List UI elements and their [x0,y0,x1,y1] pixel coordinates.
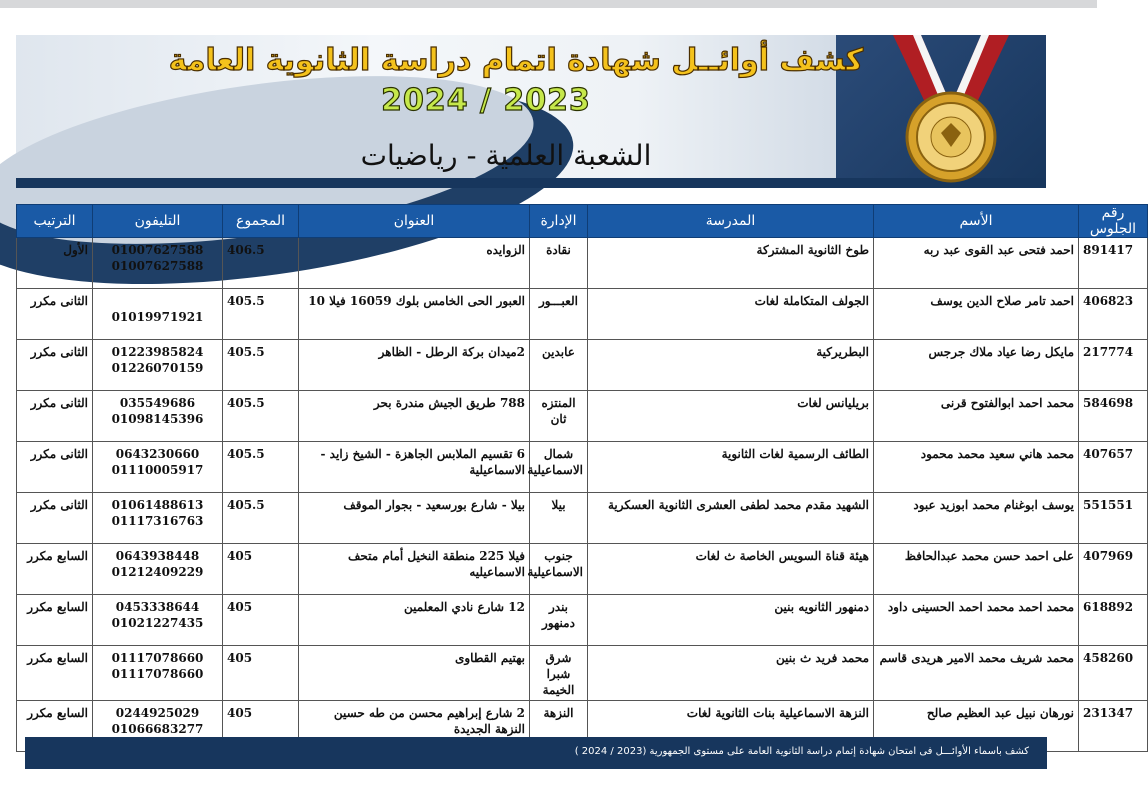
phone-number: 01117078660 [111,651,204,665]
phone-number: 0453338644 [115,600,200,614]
col-header-rank: الترتيب [17,205,93,238]
row-address: 2ميدان بركة الرطل - الظاهر [299,340,530,391]
phone-number: 0643230660 [115,447,200,461]
row-address: 6 تقسيم الملابس الجاهزة - الشيخ زايد - الاسماعيلية [299,442,530,493]
row-name: محمد احمد محمد احمد الحسينى داود [874,595,1079,646]
row-school: طوخ الثانوية المشتركة [588,238,874,289]
row-school: هيئة قناة السويس الخاصة ث لغات [588,544,874,595]
row-seat: 217774 [1079,340,1148,391]
row-name: مايكل رضا عياد ملاك جرجس [874,340,1079,391]
row-school: الجولف المتكاملة لغات [588,289,874,340]
row-rank: السابع مكرر [17,701,93,752]
row-phone [93,340,223,391]
row-school: محمد فريد ث بنين [588,646,874,701]
header-banner [16,35,1046,188]
phone-number: 01098145396 [111,412,204,426]
table-row [17,340,1148,391]
row-seat: 407657 [1079,442,1148,493]
row-total: 405 [223,646,299,701]
row-school: البطريركية [588,340,874,391]
row-phone [93,595,223,646]
phone-number: 01007627588 [111,243,204,257]
row-name: احمد تامر صلاح الدين يوسف [874,289,1079,340]
phone-number: 01061488613 [111,498,204,512]
row-name: على احمد حسن محمد عبدالحافظ [874,544,1079,595]
row-rank: الثانى مكرر [17,493,93,544]
row-address: 2 شارع إبراهيم محسن من طه حسين النزهة الجديدة [299,701,530,752]
row-admin: نقادة [530,238,588,289]
table-header-row [17,205,1148,238]
col-header-address: العنوان [299,205,530,238]
table-row [17,544,1148,595]
row-school: النزهة الاسماعيلية بنات الثانوية لغات [588,701,874,752]
phone-number: 01021227435 [111,616,204,630]
footer-band [25,737,1047,769]
row-rank: السابع مكرر [17,595,93,646]
phone-number: 01066683277 [111,722,204,736]
row-total: 405 [223,544,299,595]
title-main: كشف أوائــل شهادة اتمام دراسة الثانوية العامة [168,43,864,78]
row-rank: السابع مكرر [17,646,93,701]
phone-number: 035549686 [119,396,196,410]
row-address: فيلا 225 منطقة النخيل أمام متحف الاسماعيليه [299,544,530,595]
phone-number: 01226070159 [111,361,204,375]
row-rank: الثانى مكرر [17,391,93,442]
phone-number: 01223985824 [111,345,204,359]
row-admin: جنوب الاسماعيلية [530,544,588,595]
footer-text: كشف باسماء الأوائـــل فى امتحان شهادة إتمام دراسة الثانوية العامة على مستوى الجمهورية (2023 / 2024 ) [574,746,1029,757]
row-phone [93,442,223,493]
row-rank: الأول [17,238,93,289]
row-school: الطائف الرسمية لغات الثانوية [588,442,874,493]
col-header-school: المدرسة [588,205,874,238]
row-school: بريليانس لغات [588,391,874,442]
phone-number: 0244925029 [115,706,200,720]
phone-number: 01117078660 [111,667,204,681]
row-total: 405.5 [223,391,299,442]
row-school: دمنهور الثانويه بنين [588,595,874,646]
table-row [17,391,1148,442]
row-address: 788 طريق الجيش مندرة بحر [299,391,530,442]
col-header-total: المجموع [223,205,299,238]
row-address: العبور الحى الخامس بلوك 16059 فيلا 10 [299,289,530,340]
row-seat: 584698 [1079,391,1148,442]
row-seat: 551551 [1079,493,1148,544]
row-name: احمد فتحى عبد القوى عبد ربه [874,238,1079,289]
col-header-admin: الإدارة [530,205,588,238]
row-seat: 458260 [1079,646,1148,701]
row-seat: 406823 [1079,289,1148,340]
row-rank: السابع مكرر [17,544,93,595]
row-name: محمد هاني سعيد محمد محمود [874,442,1079,493]
table-row [17,289,1148,340]
row-total: 406.5 [223,238,299,289]
top-bar [0,0,1097,8]
row-total: 405 [223,595,299,646]
row-phone [93,391,223,442]
row-total: 405.5 [223,340,299,391]
row-seat: 407969 [1079,544,1148,595]
row-address: الزوايده [299,238,530,289]
row-phone [93,544,223,595]
ministry-medal-logo [881,35,1021,185]
row-phone [93,238,223,289]
row-name: محمد احمد ابوالفتوح قرنى [874,391,1079,442]
row-total: 405.5 [223,289,299,340]
table-row [17,238,1148,289]
col-header-seat: رقم الجلوس [1079,205,1148,238]
title-year: 2024 / 2023 [381,83,591,118]
row-phone [93,289,223,340]
phone-number: 01019971921 [111,310,204,324]
row-admin: شرق شبرا الخيمة [530,646,588,701]
row-name: محمد شريف محمد الامير هريدى قاسم [874,646,1079,701]
row-name: نورهان نبيل عبد العظيم صالح [874,701,1079,752]
row-seat: 618892 [1079,595,1148,646]
row-phone [93,646,223,701]
row-seat: 891417 [1079,238,1148,289]
top-students-table [16,204,1148,752]
col-header-phone: التليفون [93,205,223,238]
row-admin: شمال الاسماعيلية [530,442,588,493]
row-address: بهتيم القطاوى [299,646,530,701]
row-rank: الثانى مكرر [17,340,93,391]
row-phone [93,493,223,544]
table-row [17,595,1148,646]
row-admin: بندر دمنهور [530,595,588,646]
phone-number: 01110005917 [111,463,204,477]
row-admin: النزهة [530,701,588,752]
phone-number [97,293,218,309]
row-address: بيلا - شارع بورسعيد - بجوار الموقف [299,493,530,544]
col-header-name: الأسم [874,205,1079,238]
table-row [17,493,1148,544]
row-admin: المنتزه ثان [530,391,588,442]
title-division: الشعبة العلمية - رياضيات [360,139,652,172]
row-address: 12 شارع نادي المعلمين [299,595,530,646]
row-name: يوسف ابوغنام محمد ابوزيد عبود [874,493,1079,544]
phone-number: 0643938448 [115,549,200,563]
row-rank: الثانى مكرر [17,289,93,340]
phone-number: 01212409229 [111,565,204,579]
row-total: 405 [223,701,299,752]
row-total: 405.5 [223,442,299,493]
row-total: 405.5 [223,493,299,544]
table-row [17,442,1148,493]
row-admin: العبـــور [530,289,588,340]
row-admin: بيلا [530,493,588,544]
row-seat: 231347 [1079,701,1148,752]
phone-number: 01007627588 [111,259,204,273]
row-school: الشهيد مقدم محمد لطفى العشرى الثانوية العسكرية [588,493,874,544]
row-rank: الثانى مكرر [17,442,93,493]
table-row [17,646,1148,701]
row-admin: عابدين [530,340,588,391]
phone-number: 01117316763 [111,514,204,528]
